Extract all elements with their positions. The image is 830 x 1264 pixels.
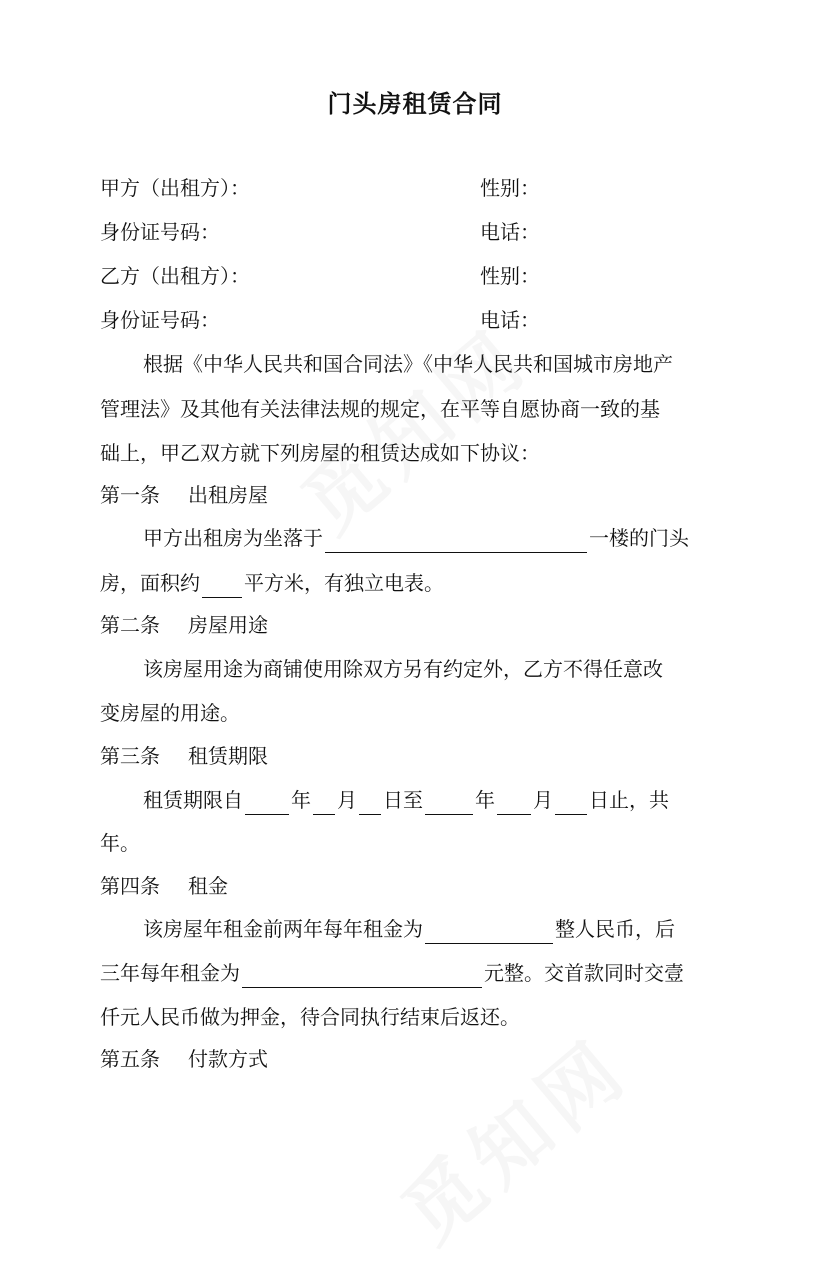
body-text: 该房屋年租金前两年每年租金为	[143, 917, 423, 941]
party-a-gender: 性别：	[480, 176, 540, 200]
article-title: 付款方式	[188, 1047, 268, 1071]
body-text: 年	[475, 788, 495, 812]
fill-blank	[555, 790, 587, 815]
article-body-line	[100, 568, 444, 598]
fill-blank	[425, 919, 553, 944]
fill-blank	[313, 790, 335, 815]
body-text: 日止，共	[589, 788, 669, 812]
fill-blank	[245, 790, 289, 815]
preamble-line: 础上，甲乙双方就下列房屋的租赁达成如下协议：	[100, 441, 540, 465]
article-heading	[100, 871, 228, 901]
article-title: 租金	[188, 874, 228, 898]
document-title: 门头房租赁合同	[327, 89, 503, 118]
article-number: 第二条	[100, 613, 160, 637]
article-number: 第三条	[100, 744, 160, 768]
article-number: 第四条	[100, 874, 160, 898]
article-body-line: 仟元人民币做为押金，待合同执行结束后返还。	[100, 1005, 520, 1029]
body-text: 年	[291, 788, 311, 812]
body-text: 租赁期限自	[143, 788, 243, 812]
body-text: 房，面积约	[100, 571, 200, 595]
article-body-line	[143, 914, 675, 944]
party-a-label: 甲方（出租方）：	[100, 176, 250, 200]
party-b-label: 乙方（出租方）：	[100, 264, 250, 288]
article-body-line: 变房屋的用途。	[100, 701, 240, 725]
article-body-line: 年。	[100, 831, 140, 855]
fill-blank	[497, 790, 531, 815]
party-a-phone: 电话：	[480, 220, 540, 244]
body-text: 月	[337, 788, 357, 812]
article-title: 房屋用途	[188, 613, 268, 637]
party-b-gender: 性别：	[480, 264, 540, 288]
fill-blank	[242, 963, 482, 988]
party-b-phone: 电话：	[480, 308, 540, 332]
fill-blank	[202, 573, 242, 598]
article-body-line: 该房屋用途为商铺使用除双方另有约定外，乙方不得任意改	[143, 657, 663, 681]
watermark	[375, 1008, 649, 1264]
article-title: 出租房屋	[188, 483, 268, 507]
article-number: 第一条	[100, 483, 160, 507]
body-text: 甲方出租房为坐落于	[143, 526, 323, 550]
article-heading	[100, 480, 268, 510]
preamble-line: 管理法》及其他有关法律法规的规定，在平等自愿协商一致的基	[100, 397, 660, 421]
body-text: 月	[533, 788, 553, 812]
article-heading	[100, 1044, 268, 1074]
article-body-line	[100, 958, 684, 988]
fill-blank	[359, 790, 381, 815]
body-text: 整人民币，后	[555, 917, 675, 941]
body-text: 三年每年租金为	[100, 961, 240, 985]
watermark	[275, 298, 549, 554]
article-heading	[100, 610, 268, 640]
body-text: 元整。交首款同时交壹	[484, 961, 684, 985]
body-text: 一楼的门头	[589, 526, 689, 550]
body-text: 平方米，有独立电表。	[244, 571, 444, 595]
article-body-line	[143, 523, 689, 553]
article-number: 第五条	[100, 1047, 160, 1071]
preamble-line: 根据《中华人民共和国合同法》《中华人民共和国城市房地产	[143, 352, 673, 376]
fill-blank	[325, 528, 587, 553]
article-body-line	[143, 785, 669, 815]
party-b-id: 身份证号码：	[100, 308, 220, 332]
article-heading	[100, 741, 268, 771]
article-title: 租赁期限	[188, 744, 268, 768]
fill-blank	[425, 790, 473, 815]
party-a-id: 身份证号码：	[100, 220, 220, 244]
body-text: 日至	[383, 788, 423, 812]
